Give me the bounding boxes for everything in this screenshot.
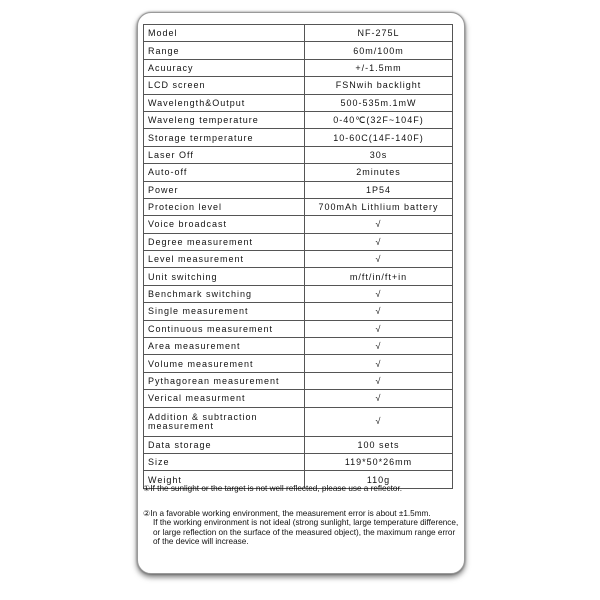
spec-label: Unit switching: [144, 268, 305, 285]
spec-value: 700mAh Lithlium battery: [305, 198, 453, 215]
spec-value: 1P54: [305, 181, 453, 198]
spec-value: √: [305, 251, 453, 268]
note-accuracy-detail: If the working environment is not ideal (strong sunlight, large temperature difference, or large reflection on the surface of the measured object), the maximum range error of the device will increase.: [153, 518, 459, 546]
spec-row: [144, 129, 453, 146]
spec-value: m/ft/in/ft+in: [305, 268, 453, 285]
spec-label: Continuous measurement: [144, 320, 305, 337]
spec-row: [144, 320, 453, 337]
spec-value: √: [305, 407, 453, 436]
spec-label: Power: [144, 181, 305, 198]
spec-value: √: [305, 216, 453, 233]
spec-value: √: [305, 233, 453, 250]
spec-value: 119*50*26mm: [305, 453, 453, 470]
spec-label: Benchmark switching: [144, 285, 305, 302]
spec-row: [144, 407, 453, 436]
spec-label: Area measurement: [144, 338, 305, 355]
spec-value: +/-1.5mm: [305, 59, 453, 76]
spec-row: [144, 25, 453, 42]
spec-row: [144, 111, 453, 128]
spec-row: [144, 355, 453, 372]
spec-label: Acuuracy: [144, 59, 305, 76]
spec-label: Degree measurement: [144, 233, 305, 250]
spec-label: Weight: [144, 471, 305, 488]
spec-label: Single measurement: [144, 303, 305, 320]
note-accuracy: [143, 509, 459, 547]
spec-row: [144, 390, 453, 407]
spec-label: Protecion level: [144, 198, 305, 215]
spec-value: FSNwih backlight: [305, 77, 453, 94]
spec-row: [144, 251, 453, 268]
spec-label: Laser Off: [144, 146, 305, 163]
spec-row: [144, 198, 453, 215]
spec-label: Range: [144, 42, 305, 59]
spec-value: √: [305, 303, 453, 320]
spec-row: [144, 42, 453, 59]
spec-row: [144, 233, 453, 250]
spec-label: Wavelength&Output: [144, 94, 305, 111]
spec-row: [144, 285, 453, 302]
specifications-table: [143, 24, 453, 489]
spec-value: √: [305, 320, 453, 337]
spec-value: √: [305, 285, 453, 302]
spec-row: [144, 338, 453, 355]
spec-value: √: [305, 390, 453, 407]
spec-label: Voice broadcast: [144, 216, 305, 233]
spec-value: 2minutes: [305, 164, 453, 181]
spec-value: 60m/100m: [305, 42, 453, 59]
spec-row: [144, 94, 453, 111]
spec-label: Storage termperature: [144, 129, 305, 146]
spec-label: Pythagorean measurement: [144, 372, 305, 389]
spec-label: Model: [144, 25, 305, 42]
spec-row: [144, 77, 453, 94]
spec-label: Auto-off: [144, 164, 305, 181]
spec-value: 0-40℃(32F~104F): [305, 111, 453, 128]
spec-label: LCD screen: [144, 77, 305, 94]
spec-row: [144, 268, 453, 285]
spec-label: Data storage: [144, 436, 305, 453]
spec-label: Level measurement: [144, 251, 305, 268]
spec-row: [144, 453, 453, 470]
spec-value: 30s: [305, 146, 453, 163]
spec-label: Size: [144, 453, 305, 470]
spec-value: 500-535m.1mW: [305, 94, 453, 111]
spec-value: 100 sets: [305, 436, 453, 453]
spec-value: 10-60C(14F-140F): [305, 129, 453, 146]
spec-row: [144, 146, 453, 163]
spec-row: [144, 216, 453, 233]
note-reflector: ①If the sunlight or the target is not well reflected, please use a reflector.: [143, 484, 403, 493]
spec-value: √: [305, 355, 453, 372]
spec-label: Volume measurement: [144, 355, 305, 372]
spec-value: √: [305, 338, 453, 355]
notes-section: [143, 484, 459, 547]
note-accuracy-first-line: ②In a favorable working environment, the measurement error is about ±1.5mm.: [143, 508, 431, 518]
spec-label: Addition & subtraction measurement: [144, 407, 305, 436]
spec-row: [144, 303, 453, 320]
spec-row: [144, 181, 453, 198]
spec-label: Waveleng temperature: [144, 111, 305, 128]
spec-row: [144, 372, 453, 389]
spec-label: Verical measurment: [144, 390, 305, 407]
spec-row: [144, 164, 453, 181]
spec-value: NF-275L: [305, 25, 453, 42]
spec-value: √: [305, 372, 453, 389]
spec-row: [144, 59, 453, 76]
spec-row: [144, 436, 453, 453]
spec-value: 110g: [305, 471, 453, 488]
